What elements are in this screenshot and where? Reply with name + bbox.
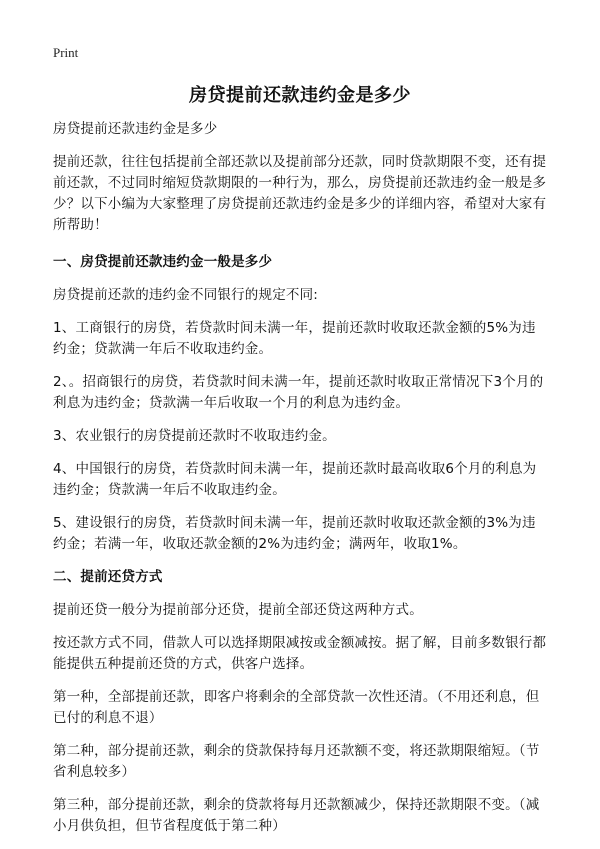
paragraph: 第二种，部分提前还款，剩余的贷款保持每月还款额不变，将还款期限缩短。（节省利息较多） [53,743,540,780]
list-item: 1、工商银行的房贷，若贷款时间未满一年，提前还款时收取还款金额的5%为违约金；贷款满一年后不收取违约金。 [53,320,536,357]
list-item: 4、中国银行的房贷，若贷款时间未满一年，提前还款时最高收取6个月的利息为违约金；贷款满一年后不收取违约金。 [53,461,537,498]
paragraph: 提前还贷一般分为提前部分还贷，提前全部还贷这两种方式。 [53,602,423,618]
paragraph: 第一种，全部提前还款，即客户将剩余的全部贷款一次性还清。（不用还利息，但已付的利息不退） [53,689,540,726]
paragraph: 房贷提前还款的违约金不同银行的规定不同: [53,287,319,303]
paragraph: 第三种，部分提前还款，剩余的贷款将每月还款额减少，保持还款期限不变。（减小月供负担，但节省程度低于第二种） [53,797,540,834]
article-body [53,119,549,849]
section-heading: 二、提前还贷方式 [53,569,163,585]
print-link[interactable]: Print [53,45,79,60]
paragraph: 按还款方式不同，借款人可以选择期限减按或金额减按。据了解，目前多数银行都能提供五种提前还贷的方式，供客户选择。 [53,635,547,672]
page-title: 房贷提前还款违约金是多少 [189,85,411,106]
list-item: 3、农业银行的房贷提前还款时不收取违约金。 [53,428,336,444]
article-subtitle: 房贷提前还款违约金是多少 [53,121,218,137]
list-item: 2、。招商银行的房贷，若贷款时间未满一年，提前还款时收取正常情况下3个月的利息为违约金；贷款满一年后收取一个月的利息为违约金。 [53,374,544,411]
intro-paragraph: 提前还款，往往包括提前全部还款以及提前部分还款，同时贷款期限不变，还有提前还款，不过同时缩短贷款期限的一种行为，那么，房贷提前还款违约金一般是多少？以下小编为大家整理了房贷提前还款违约金是多少的详细内容，希望对大家有所帮助！ [53,154,547,233]
section-heading: 一、房贷提前还款违约金一般是多少 [53,254,273,270]
list-item: 5、建设银行的房贷，若贷款时间未满一年，提前还款时收取还款金额的3%为违约金；若满一年，收取还款金额的2%为违约金；满两年，收取1%。 [53,515,536,552]
